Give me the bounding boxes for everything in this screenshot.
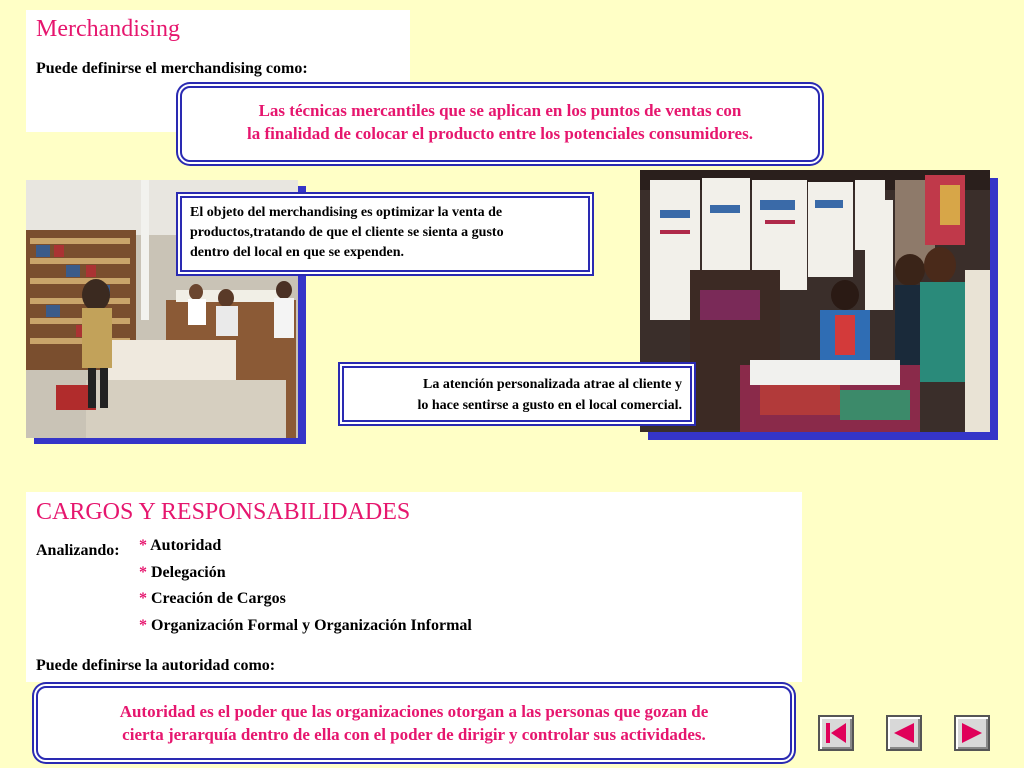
objective-line-2: productos,tratando de que el cliente se sienta a gusto — [190, 225, 504, 240]
list-item-label: Delegación — [151, 563, 226, 581]
bullet: * — [139, 616, 147, 634]
list-item — [139, 537, 472, 564]
definition-line-2: la finalidad de colocar el producto entre los potenciales consumidores. — [247, 124, 753, 143]
bullet: * — [139, 590, 147, 607]
authority-line-2: cierta jerarquía dentro de ella con el poder de dirigir y controlar sus actividades. — [122, 725, 706, 744]
list-item-label: Creación de Cargos — [151, 590, 286, 607]
list-item — [139, 590, 472, 617]
definition-callout — [180, 86, 820, 162]
cargos-title: CARGOS Y RESPONSABILIDADES — [36, 499, 411, 525]
attention-line-1: La atención personalizada atrae al cliente y — [423, 377, 682, 392]
list-item-label: Organización Formal y Organización Informal — [151, 616, 472, 634]
list-item-label: Autoridad — [150, 537, 222, 554]
list-item — [139, 564, 472, 591]
bullet: * — [139, 537, 147, 554]
bullet: * — [139, 563, 147, 581]
cargos-list — [139, 537, 472, 643]
analizando-label: Analizando: — [36, 542, 120, 559]
textile-market-image — [640, 170, 990, 432]
objective-line-1: El objeto del merchandising es optimizar la venta de — [190, 205, 503, 220]
authority-callout — [36, 686, 792, 760]
previous-icon — [891, 720, 917, 746]
merchandising-title: Merchandising — [36, 16, 180, 42]
list-item — [139, 617, 472, 644]
objective-line-3: dentro del local en que se expenden. — [190, 245, 405, 260]
objective-callout — [180, 196, 590, 272]
attention-line-2: lo hace sentirse a gusto en el local comercial. — [417, 398, 682, 413]
merchandising-subtitle: Puede definirse el merchandising como: — [36, 60, 308, 77]
authority-prompt: Puede definirse la autoridad como: — [36, 657, 276, 674]
authority-line-1: Autoridad es el poder que las organizaciones otorgan a las personas que gozan de — [119, 702, 709, 721]
definition-line-1: Las técnicas mercantiles que se aplican en los puntos de ventas con — [258, 101, 742, 120]
next-button[interactable] — [954, 715, 990, 751]
first-page-icon — [823, 720, 849, 746]
attention-callout — [342, 366, 692, 422]
first-page-button[interactable] — [818, 715, 854, 751]
next-icon — [959, 720, 985, 746]
textile-market-photo — [640, 170, 990, 432]
previous-button[interactable] — [886, 715, 922, 751]
